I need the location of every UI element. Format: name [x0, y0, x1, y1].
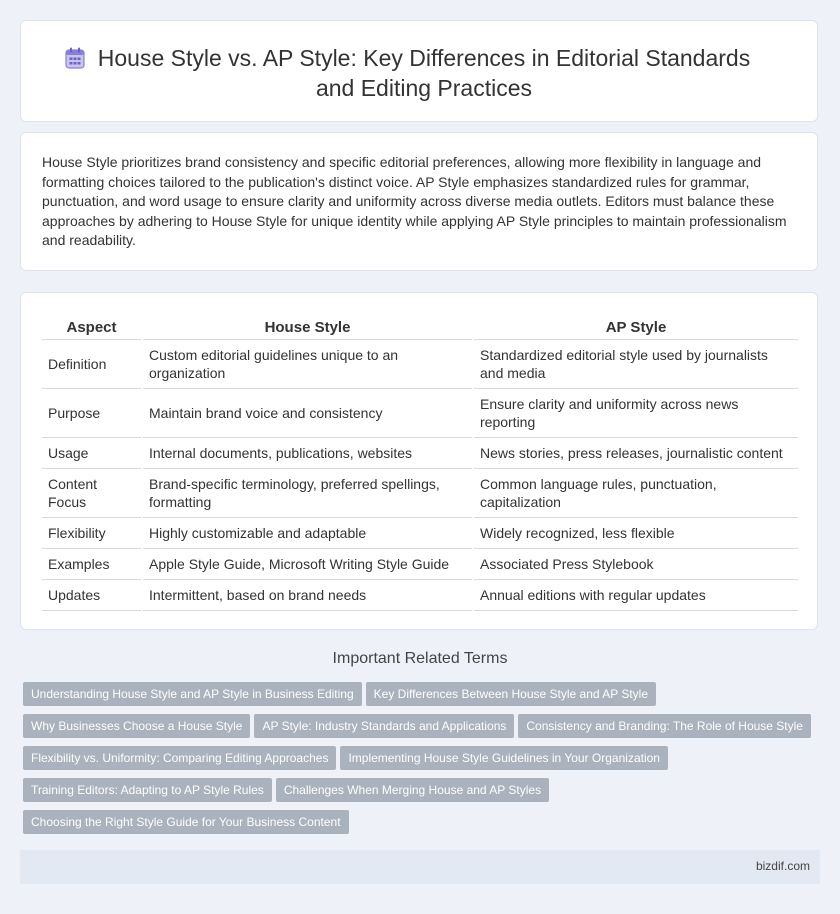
header-aspect: Aspect — [42, 315, 142, 340]
table-row — [42, 340, 798, 389]
cell-house-style: Brand-specific terminology, preferred spellings, formatting — [142, 469, 473, 518]
footer — [20, 850, 820, 884]
table-row — [42, 438, 798, 469]
related-terms-list — [23, 682, 823, 842]
cell-house-style: Custom editorial guidelines unique to an organization — [142, 340, 473, 389]
page-title: House Style vs. AP Style: Key Differences in Editorial Standards and Editing Practices — [97, 45, 751, 101]
cell-ap-style: Standardized editorial style used by journalists and media — [473, 340, 798, 389]
related-term-tag[interactable]: Understanding House Style and AP Style in Business Editing — [23, 682, 362, 706]
related-term-tag[interactable]: Choosing the Right Style Guide for Your Business Content — [23, 810, 349, 834]
header-ap-style: AP Style — [473, 315, 798, 340]
cell-ap-style: Ensure clarity and uniformity across news reporting — [473, 389, 798, 438]
cell-aspect: Examples — [42, 549, 142, 580]
footer-site-link[interactable]: bizdif.com — [755, 859, 810, 873]
cell-aspect: Usage — [42, 438, 142, 469]
cell-aspect: Content Focus — [42, 469, 142, 518]
summary-text: House Style prioritizes brand consistency and specific editorial preferences, allowing more flexibility in language and formatting choices tailored to the publication's distinct voice. AP Style emphasizes standardized rules for grammar, punctuation, and word usage to ensure clarity and uniformity across diverse media outlets. Editors must balance these approaches by adhering to House Style for unique identity while applying AP Style principles to maintain professionalism and readability. — [42, 154, 787, 249]
cell-ap-style: News stories, press releases, journalistic content — [473, 438, 798, 469]
cell-aspect: Purpose — [42, 389, 142, 438]
table-row — [42, 518, 798, 549]
cell-ap-style: Associated Press Stylebook — [473, 549, 798, 580]
cell-aspect: Updates — [42, 580, 142, 611]
related-term-tag[interactable]: Training Editors: Adapting to AP Style Rules — [23, 778, 272, 802]
cell-ap-style: Common language rules, punctuation, capitalization — [473, 469, 798, 518]
table-row — [42, 469, 798, 518]
comparison-table — [42, 315, 798, 611]
cell-house-style: Highly customizable and adaptable — [142, 518, 473, 549]
related-term-tag[interactable]: Key Differences Between House Style and AP Style — [366, 682, 656, 706]
cell-house-style: Intermittent, based on brand needs — [142, 580, 473, 611]
related-term-tag[interactable]: AP Style: Industry Standards and Applications — [254, 714, 514, 738]
comparison-table-card — [20, 292, 818, 630]
related-term-tag[interactable]: Why Businesses Choose a House Style — [23, 714, 250, 738]
summary-card — [20, 132, 818, 271]
table-header-row — [42, 315, 798, 340]
cell-house-style: Apple Style Guide, Microsoft Writing Style Guide — [142, 549, 473, 580]
table-row — [42, 580, 798, 611]
cell-ap-style: Annual editions with regular updates — [473, 580, 798, 611]
title-card — [20, 20, 818, 122]
table-row — [42, 549, 798, 580]
cell-aspect: Flexibility — [42, 518, 142, 549]
related-terms-heading: Important Related Terms — [332, 650, 508, 667]
table-row — [42, 389, 798, 438]
related-term-tag[interactable]: Flexibility vs. Uniformity: Comparing Editing Approaches — [23, 746, 336, 770]
cell-aspect: Definition — [42, 340, 142, 389]
related-term-tag[interactable]: Consistency and Branding: The Role of House Style — [518, 714, 811, 738]
related-term-tag[interactable]: Implementing House Style Guidelines in Your Organization — [340, 746, 668, 770]
cell-house-style: Internal documents, publications, websites — [142, 438, 473, 469]
cell-house-style: Maintain brand voice and consistency — [142, 389, 473, 438]
cell-ap-style: Widely recognized, less flexible — [473, 518, 798, 549]
header-house-style: House Style — [142, 315, 473, 340]
related-term-tag[interactable]: Challenges When Merging House and AP Styles — [276, 778, 549, 802]
